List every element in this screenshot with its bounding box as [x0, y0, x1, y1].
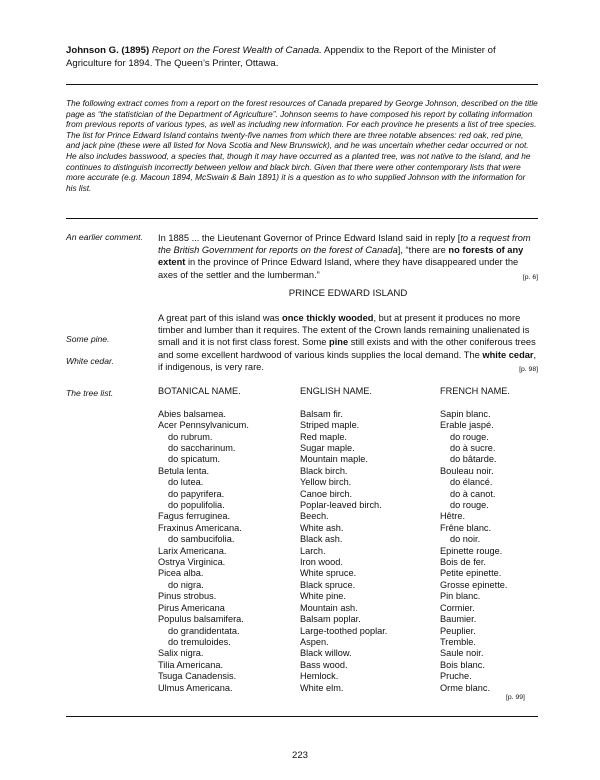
table-cell: Bass wood. — [300, 659, 348, 670]
para2-text-e: still exists and with the other coniferous trees and some excellent hardwood of various kinds supplies the local demand. The — [158, 337, 536, 360]
table-cell: Bois blanc. — [440, 659, 485, 670]
table-cell: Abies balsamea. — [158, 408, 226, 419]
table-cell: Orme blanc. — [440, 682, 491, 693]
citation-author-year: Johnson G. (1895) — [66, 45, 150, 56]
table-cell: Grosse epinette. — [440, 579, 508, 590]
table-cell: do à sucre. — [450, 443, 496, 454]
para2-text-a: A great part of this island was — [158, 313, 283, 323]
table-cell: Canoe birch. — [300, 488, 353, 499]
table-cell: Bouleau noir. — [440, 465, 494, 476]
table-cell: Larch. — [300, 545, 326, 556]
table-cell: Larix Americana. — [158, 545, 227, 556]
table-cell: Bois de fer. — [440, 557, 486, 568]
table-cell: Pin blanc. — [440, 591, 481, 602]
paragraph-1885 — [158, 232, 538, 284]
table-cell: Iron wood. — [300, 557, 343, 568]
table-cell: Tilia Americana. — [158, 659, 224, 670]
table-cell: Cormier. — [440, 602, 475, 613]
citation-details: Appendix to the Report of the Minister of Agriculture for 1894. The Queen’s Printer, Ottawa. — [66, 45, 496, 69]
page-ref-99: [p. 99] — [506, 694, 525, 701]
divider-intro — [66, 218, 538, 219]
divider-top — [66, 84, 538, 85]
table-cell: Ulmus Americana. — [158, 682, 233, 693]
section-heading: PRINCE EDWARD ISLAND — [288, 288, 408, 299]
table-cell: Pinus strobus. — [158, 591, 217, 602]
table-cell: Black spruce. — [300, 579, 356, 590]
column-french — [440, 386, 538, 694]
table-cell: Fagus ferruginea. — [158, 511, 231, 522]
table-cell: do populifolia. — [168, 500, 225, 511]
table-cell: Large-toothed poplar. — [300, 625, 388, 636]
margin-note-white-cedar: White cedar. — [66, 356, 114, 366]
table-cell: White ash. — [300, 522, 344, 533]
table-cell: do rubrum. — [168, 431, 213, 442]
citation — [66, 44, 538, 70]
table-cell: Sapin blanc. — [440, 408, 491, 419]
table-cell: do noir. — [450, 534, 481, 545]
table-cell: Red maple. — [300, 431, 347, 442]
table-cell: Yellow birch. — [300, 477, 352, 488]
table-cell: Peuplier. — [440, 625, 476, 636]
para2-text-g: , if indigenous, is very rare. — [158, 349, 537, 372]
table-cell: Fraxinus Americana. — [158, 522, 242, 533]
para1-emphasis: no forests of any extent — [158, 245, 524, 268]
margin-note-some-pine: Some pine. — [66, 334, 110, 344]
table-cell: White pine. — [300, 591, 346, 602]
page-number: 223 — [291, 750, 308, 761]
table-cell: White spruce. — [300, 568, 357, 579]
table-cell: Populus balsamifera. — [158, 614, 244, 625]
table-cell: Saule noir. — [440, 648, 484, 659]
table-cell: Tremble. — [440, 636, 476, 647]
table-cell: do nigra. — [168, 579, 204, 590]
table-cell: Betula lenta. — [158, 465, 210, 476]
header-french: FRENCH NAME. — [440, 386, 510, 396]
table-cell: Beech. — [300, 511, 329, 522]
para2-emphasis-pine: pine — [329, 337, 349, 348]
table-cell: Tsuga Canadensis. — [158, 671, 237, 682]
header-botanical: BOTANICAL NAME. — [158, 386, 241, 396]
english-list — [300, 409, 387, 694]
citation-title: Report on the Forest Wealth of Canada. — [151, 45, 322, 56]
table-cell: Pirus Americana — [158, 602, 225, 613]
table-cell: Black birch. — [300, 465, 348, 476]
botanical-list — [158, 409, 249, 694]
table-cell: Balsam fir. — [300, 408, 343, 419]
table-cell: Hemlock. — [300, 671, 339, 682]
para1-text-c: ], “there are — [397, 245, 449, 256]
para1-text-e: in the province of Prince Edward Island, where they have disappeared under the axes of the settler and the lumberman.” — [158, 257, 519, 280]
table-cell: Epinette rouge. — [440, 545, 503, 556]
page-ref-98: [p. 98] — [519, 365, 538, 373]
table-cell: do papyrifera. — [168, 488, 225, 499]
table-cell: do à canot. — [450, 488, 496, 499]
table-cell: do saccharinum. — [168, 443, 236, 454]
table-cell: do élancé. — [450, 477, 493, 488]
table-cell: do rouge. — [450, 500, 489, 511]
page-ref-6: [p. 6] — [522, 273, 538, 281]
column-english — [300, 386, 387, 694]
table-cell: Sugar maple. — [300, 443, 355, 454]
table-cell: Aspen. — [300, 636, 329, 647]
header-english: ENGLISH NAME. — [300, 386, 372, 396]
table-cell: do spicatum. — [168, 454, 221, 465]
column-botanical — [158, 386, 249, 694]
table-cell: do tremuloides. — [168, 636, 231, 647]
table-cell: Pruche. — [440, 671, 472, 682]
table-cell: Balsam poplar. — [300, 614, 361, 625]
table-cell: Black ash. — [300, 534, 343, 545]
table-cell: do lutea. — [168, 477, 204, 488]
table-cell: Salix nigra. — [158, 648, 204, 659]
table-cell: Ostrya Virginica. — [158, 557, 226, 568]
table-cell: Petite epinette. — [440, 568, 502, 579]
table-cell: Picea alba. — [158, 568, 204, 579]
para2-text-c: , but at present it produces no more timber and lumber than it requires. The extent of the Crown lands remaining unalienated is small and it is not first class forest. Some — [158, 313, 530, 348]
table-cell: Erable jaspé. — [440, 420, 494, 431]
table-cell: do sambucifolia. — [168, 534, 235, 545]
table-cell: Mountain maple. — [300, 454, 368, 465]
table-cell: do rouge. — [450, 431, 489, 442]
table-cell: Mountain ash. — [300, 602, 358, 613]
margin-note-tree-list: The tree list. — [66, 388, 114, 398]
table-cell: Hêtre. — [440, 511, 466, 522]
divider-bottom — [66, 716, 538, 717]
table-cell: Poplar-leaved birch. — [300, 500, 382, 511]
margin-note-earlier-comment: An earlier comment. — [66, 232, 143, 242]
para2-emphasis-wooded: once thickly wooded — [282, 313, 374, 323]
table-cell: Frêne blanc. — [440, 522, 492, 533]
french-list — [440, 409, 538, 694]
table-cell: Striped maple. — [300, 420, 360, 431]
intro-paragraph: The following extract comes from a report on the forest resources of Canada prepared by George Johnson, described on the title page as “the statistician of the Department of Agriculture”. Johnson seems to have composed his report by collating information from previous reports of various types, as well as including new information. For each province he presents a list of tree species. The list for Prince Edward Island contains twenty-five names from which there are three notable absences: red oak, red pine, and jack pine (these were all listed for Nova Scotia and New Brunswick), and he was uncertain whether cedar occurred or not. He also includes basswood, a species that, though it may have occurred as a planted tree, was not native to the island, and he continues to distinguish incorrectly between yellow and black birch. Given that there were other contemporary lists that were more accurate (e.g. Macoun 1894, McSwain & Bain 1891) it is a question as to who supplied Johnson with the information for his list. — [66, 98, 538, 193]
para2-emphasis-cedar: white cedar — [482, 349, 534, 360]
table-cell: Acer Pennsylvanicum. — [158, 420, 249, 431]
paragraph-pei — [158, 312, 538, 376]
para1-text-b: to a request from the British Government for reports on the forest of Canada — [158, 233, 531, 256]
table-cell: do grandidentata. — [168, 625, 240, 636]
table-cell: do bâtarde. — [450, 454, 497, 465]
table-cell: Baumier. — [440, 614, 477, 625]
para1-text-a: In 1885 ... the Lieutenant Governor of Prince Edward Island said in reply [ — [158, 233, 461, 243]
table-cell: Black willow. — [300, 648, 352, 659]
table-cell: White elm. — [300, 682, 344, 693]
